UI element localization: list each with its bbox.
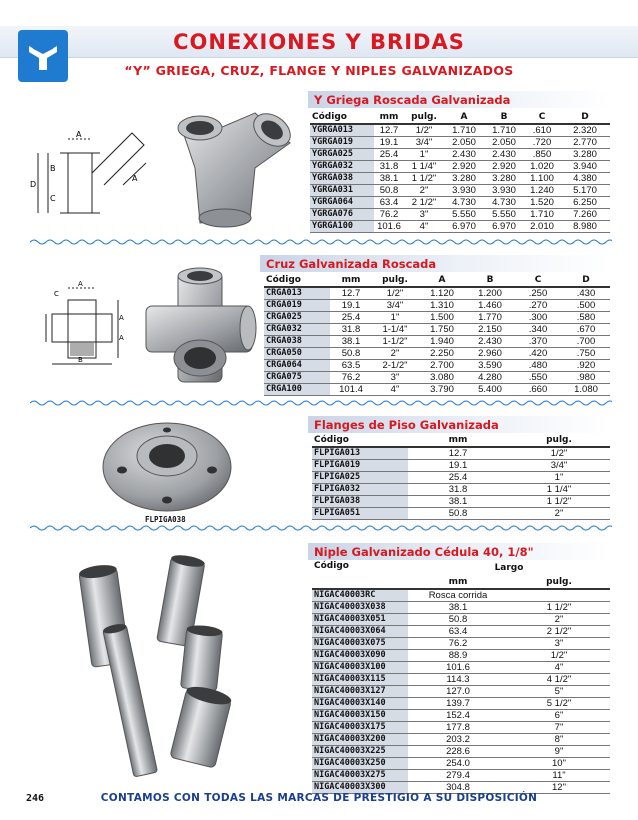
- value-cell: .580: [562, 312, 610, 324]
- value-cell: 4.280: [466, 372, 514, 384]
- value-cell: 10": [508, 758, 610, 770]
- niples-table-body: [312, 589, 610, 794]
- value-cell: 6.970: [444, 221, 484, 233]
- diagram-label-d: D: [30, 180, 37, 189]
- product-code-cell: FLPIGA051: [312, 508, 408, 520]
- product-code-cell: NIGAC40003X300: [312, 782, 408, 794]
- value-cell: 2-1/2": [372, 360, 418, 372]
- value-cell: 50.8: [408, 508, 508, 520]
- cruz-table: [264, 273, 610, 396]
- product-code-cell: YGRGA076: [310, 209, 374, 221]
- product-code-cell: NIGAC40003X127: [312, 686, 408, 698]
- col-header-mm: mm: [408, 433, 508, 447]
- value-cell: 8": [508, 734, 610, 746]
- value-cell: 76.2: [408, 638, 508, 650]
- value-cell: 4 1/2": [508, 674, 610, 686]
- value-cell: 1": [508, 472, 610, 484]
- value-cell: 7": [508, 722, 610, 734]
- value-cell: 1.770: [466, 312, 514, 324]
- table-row: [310, 137, 610, 149]
- value-cell: 1/2": [404, 124, 444, 137]
- value-cell: 12.7: [408, 447, 508, 460]
- value-cell: 1 1/2": [508, 496, 610, 508]
- value-cell: 2.250: [418, 348, 466, 360]
- value-cell: 2.150: [466, 324, 514, 336]
- value-cell: 139.7: [408, 698, 508, 710]
- table-row: [264, 348, 610, 360]
- value-cell: 1.750: [418, 324, 466, 336]
- page-title: CONEXIONES Y BRIDAS: [173, 30, 465, 54]
- value-cell: 5.400: [466, 384, 514, 396]
- product-code-cell: YGRGA100: [310, 221, 374, 233]
- y-fitting-diagram: [28, 125, 163, 225]
- value-cell: .340: [514, 324, 562, 336]
- value-cell: 3": [404, 209, 444, 221]
- value-cell: 3.280: [444, 173, 484, 185]
- value-cell: 1.310: [418, 300, 466, 312]
- table-row: [310, 185, 610, 197]
- cross-fitting-diagram: [40, 280, 125, 370]
- value-cell: 2": [508, 614, 610, 626]
- value-cell: 25.4: [408, 472, 508, 484]
- product-code-cell: FLPIGA013: [312, 447, 408, 460]
- product-code-cell: NIGAC40003X100: [312, 662, 408, 674]
- value-cell: 1": [404, 149, 444, 161]
- value-cell: 1-1/4": [372, 324, 418, 336]
- product-code-cell: NIGAC40003X200: [312, 734, 408, 746]
- page-number: 246: [26, 793, 45, 804]
- value-cell: .980: [562, 372, 610, 384]
- product-code-cell: FLPIGA038: [312, 496, 408, 508]
- value-cell: 2.430: [484, 149, 524, 161]
- value-cell: 1-1/2": [372, 336, 418, 348]
- diagram-label-c: C: [54, 290, 59, 298]
- table-row: [312, 496, 610, 508]
- col-header-pulg: pulg.: [508, 433, 610, 447]
- product-code-cell: YGRGA019: [310, 137, 374, 149]
- table-row: [310, 197, 610, 209]
- value-cell: 5.550: [444, 209, 484, 221]
- value-cell: 6.970: [484, 221, 524, 233]
- value-cell: .850: [524, 149, 560, 161]
- value-cell: 1 1/4": [508, 484, 610, 496]
- ygriega-table: [310, 110, 610, 233]
- cruz-table-body: [264, 287, 610, 396]
- value-cell: Rosca corrida: [408, 589, 508, 602]
- product-code-cell: NIGAC40003X150: [312, 710, 408, 722]
- value-cell: 50.8: [374, 185, 404, 197]
- value-cell: 114.3: [408, 674, 508, 686]
- niples-table: [312, 561, 610, 794]
- value-cell: .920: [562, 360, 610, 372]
- col-header-codigo: Código: [264, 273, 330, 287]
- value-cell: 19.1: [330, 300, 372, 312]
- table-row: [264, 287, 610, 300]
- value-cell: 5 1/2": [508, 698, 610, 710]
- product-code-cell: YGRGA032: [310, 161, 374, 173]
- product-code-cell: NIGAC40003X115: [312, 674, 408, 686]
- col-header-codigo-label: Código: [314, 561, 349, 571]
- product-code-cell: CRGA032: [264, 324, 330, 336]
- section-title-flanges: Flanges de Piso Galvanizada: [308, 416, 610, 433]
- wave-divider: [30, 524, 612, 532]
- table-row: [312, 770, 610, 782]
- value-cell: 304.8: [408, 782, 508, 794]
- table-row: [312, 472, 610, 484]
- table-row: [264, 336, 610, 348]
- value-cell: 50.8: [408, 614, 508, 626]
- value-cell: 1/2": [372, 287, 418, 300]
- value-cell: .250: [514, 287, 562, 300]
- value-cell: 3/4": [508, 460, 610, 472]
- value-cell: .270: [514, 300, 562, 312]
- table-row: [310, 149, 610, 161]
- value-cell: .700: [562, 336, 610, 348]
- product-code-cell: CRGA019: [264, 300, 330, 312]
- col-header-a: A: [444, 110, 484, 124]
- value-cell: 12.7: [374, 124, 404, 137]
- col-header-c: C: [524, 110, 560, 124]
- value-cell: 3.930: [484, 185, 524, 197]
- value-cell: 3": [508, 638, 610, 650]
- value-cell: 25.4: [374, 149, 404, 161]
- value-cell: .370: [514, 336, 562, 348]
- value-cell: .720: [524, 137, 560, 149]
- product-code-cell: CRGA038: [264, 336, 330, 348]
- diagram-label-a: A: [78, 280, 83, 288]
- section-title-cruz: Cruz Galvanizada Roscada: [260, 255, 610, 272]
- col-header-b: B: [466, 273, 514, 287]
- page-subtitle: “Y” GRIEGA, CRUZ, FLANGE Y NIPLES GALVANIZADOS: [124, 63, 514, 78]
- value-cell: 50.8: [330, 348, 372, 360]
- value-cell: 1.020: [524, 161, 560, 173]
- value-cell: 9": [508, 746, 610, 758]
- value-cell: 4": [508, 662, 610, 674]
- value-cell: 2.050: [484, 137, 524, 149]
- value-cell: 88.9: [408, 650, 508, 662]
- product-code-cell: NIGAC40003X064: [312, 626, 408, 638]
- value-cell: 2.050: [444, 137, 484, 149]
- table-row: [312, 508, 610, 520]
- value-cell: 2.920: [444, 161, 484, 173]
- product-code-cell: NIGAC40003X051: [312, 614, 408, 626]
- value-cell: 1.710: [484, 124, 524, 137]
- value-cell: 25.4: [330, 312, 372, 324]
- table-subheader-row: [312, 575, 610, 589]
- product-code-cell: NIGAC40003X090: [312, 650, 408, 662]
- product-code-cell: YGRGA031: [310, 185, 374, 197]
- diagram-label-a2: A: [119, 314, 124, 322]
- flange-image-label: FLPIGA038: [145, 515, 186, 524]
- value-cell: 63.4: [374, 197, 404, 209]
- value-cell: 31.8: [330, 324, 372, 336]
- value-cell: .300: [514, 312, 562, 324]
- product-code-cell: YGRGA013: [310, 124, 374, 137]
- value-cell: 8.980: [560, 221, 610, 233]
- col-header-pulg: pulg.: [508, 575, 610, 589]
- value-cell: .610: [524, 124, 560, 137]
- value-cell: 63.5: [330, 360, 372, 372]
- col-header-a: A: [418, 273, 466, 287]
- table-row: [312, 722, 610, 734]
- value-cell: 3.280: [484, 173, 524, 185]
- value-cell: 1.100: [524, 173, 560, 185]
- product-code-cell: YGRGA064: [310, 197, 374, 209]
- value-cell: 63.4: [408, 626, 508, 638]
- table-row: [264, 384, 610, 396]
- value-cell: 4.730: [484, 197, 524, 209]
- table-row: [312, 638, 610, 650]
- diagram-label-c: C: [50, 194, 56, 203]
- value-cell: 1/2": [508, 650, 610, 662]
- col-header-d: D: [562, 273, 610, 287]
- flanges-table: [312, 433, 610, 520]
- value-cell: 1.460: [466, 300, 514, 312]
- col-header-mm: mm: [408, 575, 508, 589]
- value-cell: 6.250: [560, 197, 610, 209]
- table-row: [312, 698, 610, 710]
- value-cell: 2.430: [466, 336, 514, 348]
- value-cell: 3.790: [418, 384, 466, 396]
- value-cell: 1.710: [444, 124, 484, 137]
- product-code-cell: NIGAC40003X175: [312, 722, 408, 734]
- table-row: [264, 372, 610, 384]
- value-cell: .430: [562, 287, 610, 300]
- value-cell: 76.2: [374, 209, 404, 221]
- value-cell: 152.4: [408, 710, 508, 722]
- value-cell: .750: [562, 348, 610, 360]
- value-cell: .480: [514, 360, 562, 372]
- value-cell: 31.8: [408, 484, 508, 496]
- flange-photo: [100, 412, 235, 517]
- col-header-blank: [312, 575, 408, 589]
- table-header-row: [312, 561, 610, 575]
- table-header-row: [310, 110, 610, 124]
- footer-slogan: CONTAMOS CON TODAS LAS MARCAS DE PRESTIGIO A SU DISPOSICIÓN: [100, 792, 538, 804]
- diagram-label-a2: A: [132, 174, 138, 183]
- value-cell: 1": [372, 312, 418, 324]
- table-row: [264, 324, 610, 336]
- table-row: [312, 758, 610, 770]
- table-row: [312, 460, 610, 472]
- value-cell: 12": [508, 782, 610, 794]
- value-cell: 279.4: [408, 770, 508, 782]
- value-cell: 2.770: [560, 137, 610, 149]
- value-cell: 2 1/2": [508, 626, 610, 638]
- value-cell: 2": [404, 185, 444, 197]
- value-cell: 4.730: [444, 197, 484, 209]
- value-cell: 3.930: [444, 185, 484, 197]
- product-code-cell: FLPIGA025: [312, 472, 408, 484]
- value-cell: 2.700: [418, 360, 466, 372]
- value-cell: [508, 589, 610, 602]
- table-row: [264, 360, 610, 372]
- value-cell: 5.550: [484, 209, 524, 221]
- table-header-row: [312, 433, 610, 447]
- table-row: [312, 484, 610, 496]
- value-cell: 1.200: [466, 287, 514, 300]
- value-cell: 38.1: [374, 173, 404, 185]
- value-cell: 101.6: [408, 662, 508, 674]
- table-row: [312, 650, 610, 662]
- col-header-mm: mm: [330, 273, 372, 287]
- table-row: [312, 710, 610, 722]
- value-cell: .500: [562, 300, 610, 312]
- value-cell: 19.1: [408, 460, 508, 472]
- value-cell: 11": [508, 770, 610, 782]
- table-row: [264, 312, 610, 324]
- col-header-largo: Largo: [494, 563, 524, 573]
- product-code-cell: FLPIGA032: [312, 484, 408, 496]
- product-code-cell: NIGAC40003X075: [312, 638, 408, 650]
- table-row: [310, 221, 610, 233]
- col-header-codigo: [312, 561, 408, 575]
- product-code-cell: CRGA013: [264, 287, 330, 300]
- ygriega-table-body: [310, 124, 610, 233]
- table-row: [312, 734, 610, 746]
- table-row: [312, 686, 610, 698]
- product-code-cell: CRGA075: [264, 372, 330, 384]
- value-cell: .420: [514, 348, 562, 360]
- product-code-cell: NIGAC40003X275: [312, 770, 408, 782]
- value-cell: 1.080: [562, 384, 610, 396]
- table-row: [264, 300, 610, 312]
- product-code-cell: YGRGA025: [310, 149, 374, 161]
- nipples-photo: [55, 555, 255, 780]
- value-cell: 1 1/2": [508, 602, 610, 614]
- product-code-cell: NIGAC40003X250: [312, 758, 408, 770]
- value-cell: 38.1: [408, 602, 508, 614]
- wave-divider: [30, 399, 612, 407]
- product-code-cell: NIGAC40003X225: [312, 746, 408, 758]
- table-row: [312, 589, 610, 602]
- value-cell: 4": [404, 221, 444, 233]
- table-row: [310, 173, 610, 185]
- product-code-cell: FLPIGA019: [312, 460, 408, 472]
- value-cell: 2.960: [466, 348, 514, 360]
- value-cell: 3": [372, 372, 418, 384]
- table-row: [312, 447, 610, 460]
- diagram-label-b: B: [50, 164, 56, 173]
- value-cell: 38.1: [408, 496, 508, 508]
- table-row: [312, 662, 610, 674]
- value-cell: 101.4: [330, 384, 372, 396]
- value-cell: 4": [372, 384, 418, 396]
- y-fitting-photo: [160, 108, 300, 233]
- table-header-row: [264, 273, 610, 287]
- value-cell: 101.6: [374, 221, 404, 233]
- section-title-niples: Niple Galvanizado Cédula 40, 1/8": [308, 543, 610, 560]
- value-cell: 254.0: [408, 758, 508, 770]
- value-cell: 2.010: [524, 221, 560, 233]
- col-header-c: C: [514, 273, 562, 287]
- col-header-d: D: [560, 110, 610, 124]
- value-cell: 6": [508, 710, 610, 722]
- value-cell: 3.080: [418, 372, 466, 384]
- cross-fitting-photo: [140, 262, 258, 392]
- wave-divider: [30, 238, 612, 246]
- value-cell: 2": [508, 508, 610, 520]
- table-row: [310, 161, 610, 173]
- product-code-cell: NIGAC40003X140: [312, 698, 408, 710]
- value-cell: .660: [514, 384, 562, 396]
- value-cell: 7.260: [560, 209, 610, 221]
- value-cell: 3/4": [404, 137, 444, 149]
- value-cell: 2.920: [484, 161, 524, 173]
- product-code-cell: NIGAC40003X038: [312, 602, 408, 614]
- value-cell: 1.520: [524, 197, 560, 209]
- value-cell: 5.170: [560, 185, 610, 197]
- table-row: [312, 602, 610, 614]
- value-cell: 1.500: [418, 312, 466, 324]
- table-row: [310, 124, 610, 137]
- value-cell: 1.940: [418, 336, 466, 348]
- value-cell: 5": [508, 686, 610, 698]
- col-header-codigo: Código: [310, 110, 374, 124]
- product-code-cell: YGRGA038: [310, 173, 374, 185]
- col-header-pulg: pulg.: [372, 273, 418, 287]
- table-row: [312, 674, 610, 686]
- value-cell: 76.2: [330, 372, 372, 384]
- value-cell: 31.8: [374, 161, 404, 173]
- section-title-ygriega: Y Griega Roscada Galvanizada: [308, 91, 610, 108]
- product-code-cell: CRGA064: [264, 360, 330, 372]
- product-code-cell: NIGAC40003RC: [312, 589, 408, 602]
- value-cell: 2": [372, 348, 418, 360]
- value-cell: .550: [514, 372, 562, 384]
- table-row: [310, 209, 610, 221]
- value-cell: .670: [562, 324, 610, 336]
- value-cell: 3.940: [560, 161, 610, 173]
- value-cell: 127.0: [408, 686, 508, 698]
- table-row: [312, 626, 610, 638]
- value-cell: 1 1/2": [404, 173, 444, 185]
- value-cell: 3.280: [560, 149, 610, 161]
- value-cell: 3/4": [372, 300, 418, 312]
- value-cell: 2.320: [560, 124, 610, 137]
- table-row: [312, 746, 610, 758]
- flanges-table-body: [312, 447, 610, 520]
- col-header-b: B: [484, 110, 524, 124]
- diagram-label-a3: A: [119, 334, 124, 342]
- value-cell: 228.6: [408, 746, 508, 758]
- value-cell: 2.430: [444, 149, 484, 161]
- diagram-label-a: A: [76, 130, 82, 139]
- value-cell: 1.240: [524, 185, 560, 197]
- value-cell: 2 1/2": [404, 197, 444, 209]
- value-cell: 3.590: [466, 360, 514, 372]
- value-cell: 12.7: [330, 287, 372, 300]
- value-cell: 38.1: [330, 336, 372, 348]
- value-cell: 177.8: [408, 722, 508, 734]
- value-cell: 1.710: [524, 209, 560, 221]
- col-header-mm: mm: [374, 110, 404, 124]
- value-cell: 1 1/4": [404, 161, 444, 173]
- value-cell: 1.120: [418, 287, 466, 300]
- col-header-codigo: Código: [312, 433, 408, 447]
- col-header-pulg: pulg.: [404, 110, 444, 124]
- diagram-label-b: B: [78, 356, 83, 364]
- value-cell: 203.2: [408, 734, 508, 746]
- product-code-cell: CRGA050: [264, 348, 330, 360]
- value-cell: 4.380: [560, 173, 610, 185]
- value-cell: 1/2": [508, 447, 610, 460]
- product-code-cell: CRGA025: [264, 312, 330, 324]
- table-row: [312, 614, 610, 626]
- value-cell: 19.1: [374, 137, 404, 149]
- product-code-cell: CRGA100: [264, 384, 330, 396]
